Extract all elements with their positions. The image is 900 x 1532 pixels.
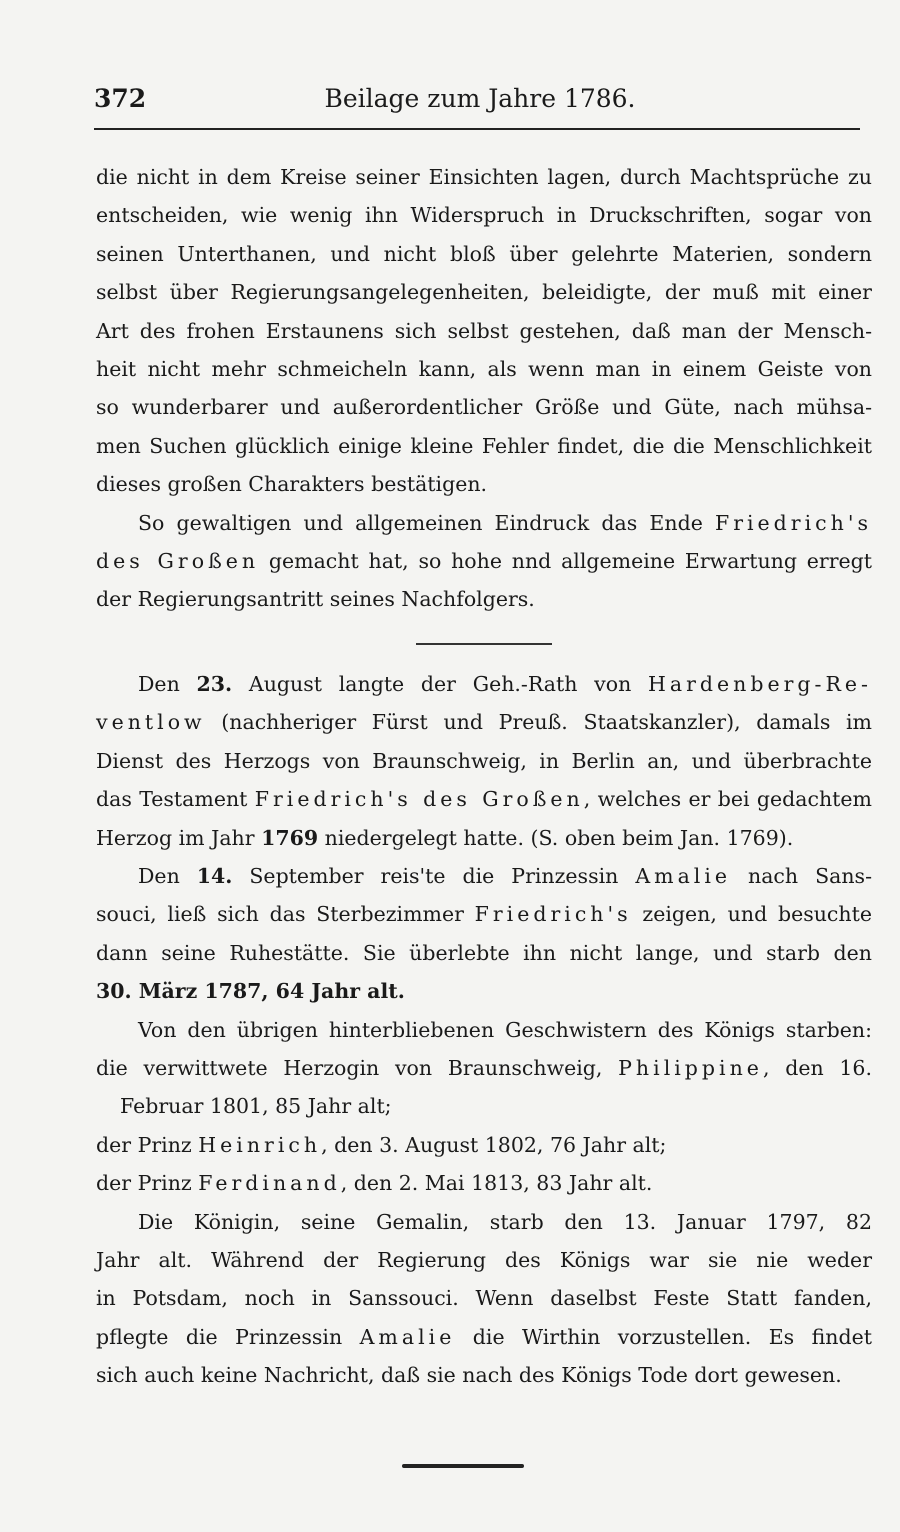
page-number: 372 (94, 84, 147, 113)
name-amalie: Amalie (359, 1324, 456, 1349)
name-philippine: Philippine (618, 1055, 763, 1080)
name-friedrich: Friedrich's (714, 510, 872, 535)
name-reventlow: ventlow (96, 710, 206, 735)
text-run: pflegte die Prinzessin (96, 1324, 360, 1349)
text-run: gemacht hat, so hohe nnd allgemeine Erwartung erregt (259, 549, 872, 574)
text-run: Herzog im Jahr (96, 825, 262, 850)
text-line: dieses großen Charakters bestätigen. (96, 472, 488, 497)
text-line (96, 1049, 872, 1087)
end-ornament-rule (402, 1464, 524, 1468)
text-line (96, 665, 872, 703)
text-line: sich auch keine Nachricht, daß sie nach des Königs Tode dort gewesen. (96, 1363, 842, 1388)
text-run: So gewaltigen und allgemeinen Eindruck das Ende (138, 510, 715, 535)
page-header (94, 84, 866, 124)
name-ferdinand: Ferdinand (198, 1171, 341, 1196)
paragraph-impression (96, 504, 872, 619)
year: 1769 (261, 825, 319, 850)
paragraph-hardenberg (96, 665, 872, 857)
paragraph-siblings (96, 1011, 872, 1203)
text-line: in Potsdam, noch in Sanssouci. Wenn daselbst Feste Statt fanden, (96, 1286, 872, 1311)
text-line (96, 1164, 872, 1202)
text-line: Art des frohen Erstaunens sich selbst gestehen, daß man der Mensch- (96, 318, 872, 343)
text-line (96, 504, 872, 542)
paragraph-queen (96, 1203, 872, 1395)
text-run: , den 3. August 1802, 76 Jahr alt; (321, 1132, 667, 1157)
text-line: dann seine Ruhestätte. Sie überlebte ihn nicht lange, und starb den (96, 940, 872, 965)
date: 23. (196, 671, 233, 696)
text-line (96, 819, 872, 857)
text-line: heit nicht mehr schmeicheln kann, als wenn man in einem Geiste von (96, 357, 872, 382)
text-run: der Prinz (96, 1132, 199, 1157)
text-run: die Wirthin vorzustellen. Es findet (455, 1324, 872, 1349)
date: 14. (196, 863, 233, 888)
text-line: selbst über Regierungsangelegenheiten, beleidigte, der muß mit einer (96, 280, 872, 305)
text-run: souci, ließ sich das Sterbezimmer (96, 902, 475, 927)
header-rule (94, 128, 860, 130)
text-run: nach Sans- (731, 863, 873, 888)
text-run: , den 16. (762, 1055, 872, 1080)
text-line: seinen Unterthanen, und nicht bloß über gelehrte Materien, sondern (96, 241, 872, 266)
text-run: niedergelegt hatte. (S. oben beim Jan. 1769). (318, 825, 794, 850)
text-line: entscheiden, wie wenig ihn Widerspruch in Druckschriften, sogar von (96, 203, 872, 228)
text-line: die nicht in dem Kreise seiner Einsichten lagen, durch Machtsprüche zu (96, 165, 872, 189)
paragraph-tribute (96, 158, 872, 504)
text-line (96, 1318, 872, 1356)
paragraph-amalie (96, 857, 872, 1011)
text-run: Den (138, 671, 197, 696)
text-run: die verwittwete Herzogin von Braunschweig, (96, 1055, 619, 1080)
section-divider (416, 643, 552, 645)
text-run: August langte der Geh.-Rath von (232, 671, 649, 696)
text-run: das Testament (96, 787, 255, 812)
text-run: zeigen, und besuchte (631, 902, 872, 927)
text-line: Februar 1801, 85 Jahr alt; (120, 1094, 392, 1119)
text-line: Von den übrigen hinterbliebenen Geschwistern des Königs starben: (138, 1017, 872, 1042)
text-line: 30. März 1787, 64 Jahr alt. (96, 979, 405, 1004)
text-line: men Suchen glücklich einige kleine Fehler findet, die die Menschlichkeit (96, 433, 872, 458)
running-head: Beilage zum Jahre 1786. (324, 84, 636, 113)
text-line (96, 895, 872, 933)
text-line (96, 780, 872, 818)
body-text (96, 158, 872, 1395)
name-heinrich: Heinrich (198, 1132, 322, 1157)
text-run: , welches er bei gedachtem (583, 787, 872, 812)
text-run: September reis'te die Prinzessin (232, 863, 636, 888)
text-run: (nachheriger Fürst und Preuß. Staatskanzler), damals im (205, 710, 872, 735)
text-run: Den (138, 863, 197, 888)
text-line: so wunderbarer und außerordentlicher Größe und Güte, nach mühsa- (96, 395, 872, 420)
name-amalie: Amalie (635, 863, 732, 888)
text-line (96, 1126, 872, 1164)
text-line (96, 542, 872, 580)
text-line (96, 857, 872, 895)
name-hardenberg: Hardenberg-Re- (648, 671, 872, 696)
text-run: der Prinz (96, 1171, 199, 1196)
text-line: Jahr alt. Während der Regierung des Königs war sie nie weder (96, 1247, 872, 1272)
name-friedrich: Friedrich's (474, 902, 632, 927)
text-line: Die Königin, seine Gemalin, starb den 13. Januar 1797, 82 (138, 1209, 872, 1234)
text-line: Dienst des Herzogs von Braunschweig, in Berlin an, und überbrachte (96, 748, 872, 773)
name-friedrich-des-grossen: Friedrich's des Großen (254, 787, 584, 812)
text-run: , den 2. Mai 1813, 83 Jahr alt. (340, 1171, 653, 1196)
name-des-grossen: des Großen (96, 549, 260, 574)
text-line: der Regierungsantritt seines Nachfolgers. (96, 587, 535, 612)
text-line (96, 703, 872, 741)
